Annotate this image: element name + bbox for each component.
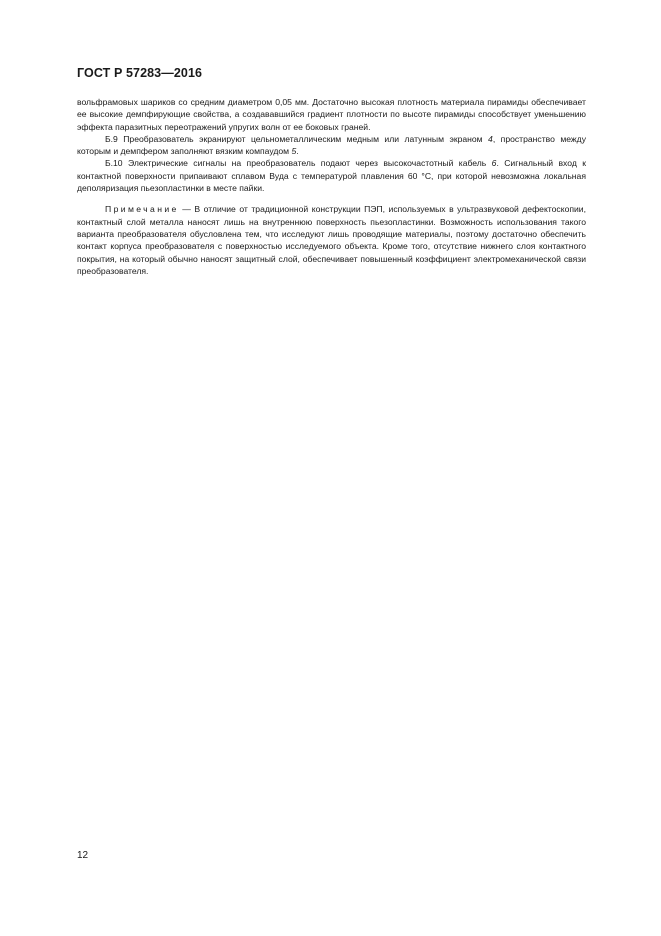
b9-text-middle: , пространство между которым и демпфером заполняют вязким компаудом — [77, 133, 586, 157]
b10-text-before: Б.10 Электрические сигналы на преобразователь подают через высокочастотный кабель — [105, 158, 492, 169]
note-label: Примечание — [105, 204, 179, 215]
b9-ref-shield: 4 — [488, 133, 493, 144]
document-header: ГОСТ Р 57283—2016 — [77, 66, 203, 80]
document-body — [77, 96, 586, 277]
note-text: В отличие от традиционной конструкции ПЭП, используемых в ультразвуковой дефектоскопии, контактный слой металла наносят лишь на внутреннюю поверхность пьезопластинки. Возможность использования такого варианта преобразователя обусловлена тем, что исследуют лишь проводящие материалы, поэтому достаточно обеспечить контакт корпуса преобразователя с поверхностью исследуемого объекта. Кроме того, отсутствие нижнего слоя контактного покрытия, на который обычно наносят защитный слой, обеспечивает повышенный коэффициент электромеханической связи преобразователя. — [77, 204, 586, 276]
note-dash: — — [178, 204, 195, 215]
paragraph-b9 — [77, 133, 586, 158]
b9-ref-compound: 5 — [291, 146, 297, 157]
paragraph-continuation: вольфрамовых шариков со средним диаметром 0,05 мм. Достаточно высокая плотность материала пирамиды обеспечивает ее высокие демпфирующие свойства, а создававшийся градиент плотности по высоте пирамиды способствует уменьшению эффекта паразитных переотражений упругих волн от ее боковых граней. — [77, 97, 586, 132]
page-number: 12 — [77, 850, 89, 861]
b10-text-after: . Сигнальный вход к контактной поверхности припаивают сплавом Вуда с температурой плавления 60 °С, при которой невозможна локальная деполяризация пьезопластинки в месте пайки. — [77, 158, 586, 194]
b9-text-before: Б.9 Преобразователь экранируют цельнометаллическим медным или латунным экраном — [105, 133, 489, 144]
note-paragraph — [77, 203, 586, 277]
b10-ref-cable: 6 — [491, 158, 497, 169]
b9-text-after: . — [296, 146, 299, 157]
paragraph-b10 — [77, 157, 586, 194]
